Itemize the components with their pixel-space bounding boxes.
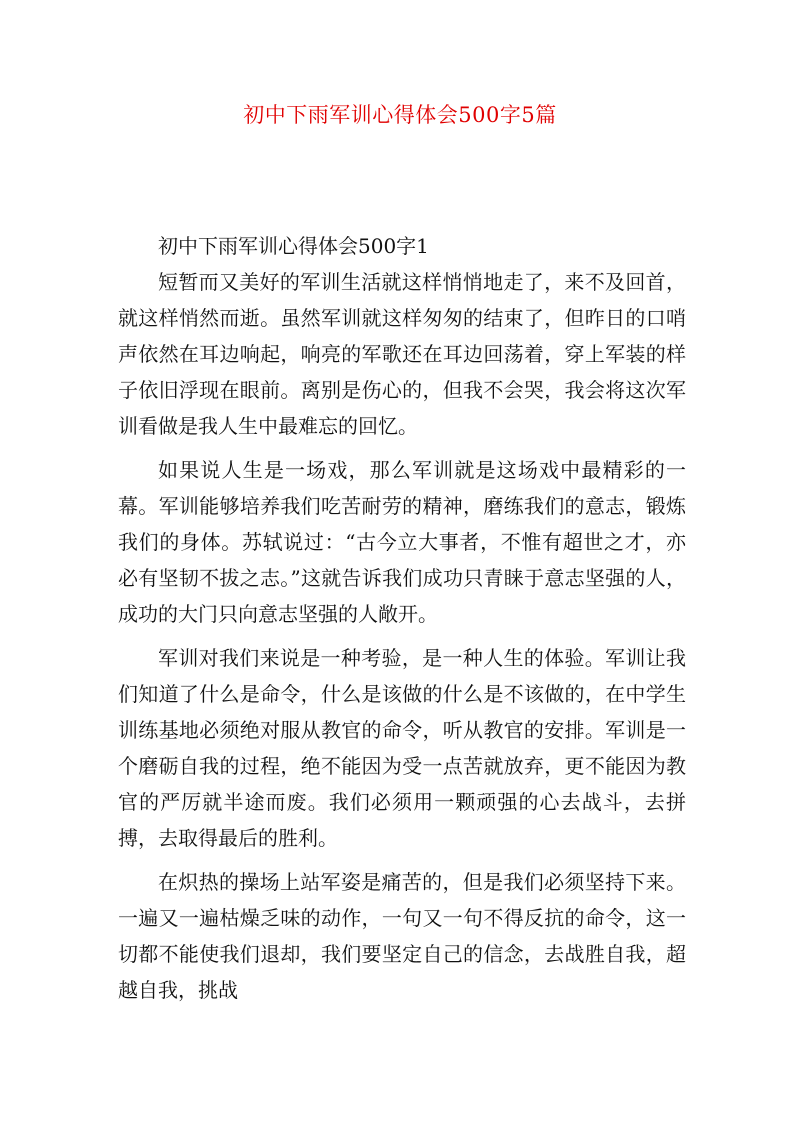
- document-body: [118, 228, 686, 1008]
- paragraph-2: 如果说人生是一场戏，那么军训就是这场戏中最精彩的一幕。军训能够培养我们吃苦耐劳的精神，磨练我们的意志，锻炼我们的身体。苏轼说过：“古今立大事者，不惟有超世之才，亦必有坚韧不拔之志。”这就告诉我们成功只青睐于意志坚强的人，成功的大门只向意志坚强的人敞开。: [118, 458, 686, 626]
- paragraph-1: 短暂而又美好的军训生活就这样悄悄地走了，来不及回首，就这样悄然而逝。虽然军训就这样匆匆的结束了，但昨日的口哨声依然在耳边响起，响亮的军歌还在耳边回荡着，穿上军装的样子依旧浮现在眼前。离别是伤心的，但我不会哭，我会将这次军训看做是我人生中最难忘的回忆。: [118, 270, 686, 438]
- document-title: 初中下雨军训心得体会500字5篇: [243, 103, 557, 127]
- paragraph-3: 军训对我们来说是一种考验，是一种人生的体验。军训让我们知道了什么是命令，什么是该做的什么是不该做的，在中学生训练基地必须绝对服从教官的命令，听从教官的安排。军训是一个磨砺自我的过程，绝不能因为受一点苦就放弃，更不能因为教官的严厉就半途而废。我们必须用一颗顽强的心去战斗，去拼搏，去取得最后的胜利。: [118, 646, 686, 850]
- paragraph-4: 在炽热的操场上站军姿是痛苦的，但是我们必须坚持下来。一遍又一遍枯燥乏味的动作，一句又一句不得反抗的命令，这一切都不能使我们退却，我们要坚定自己的信念，去战胜自我，超越自我，挑战: [118, 870, 686, 1002]
- section-heading: 初中下雨军训心得体会500字1: [158, 234, 429, 258]
